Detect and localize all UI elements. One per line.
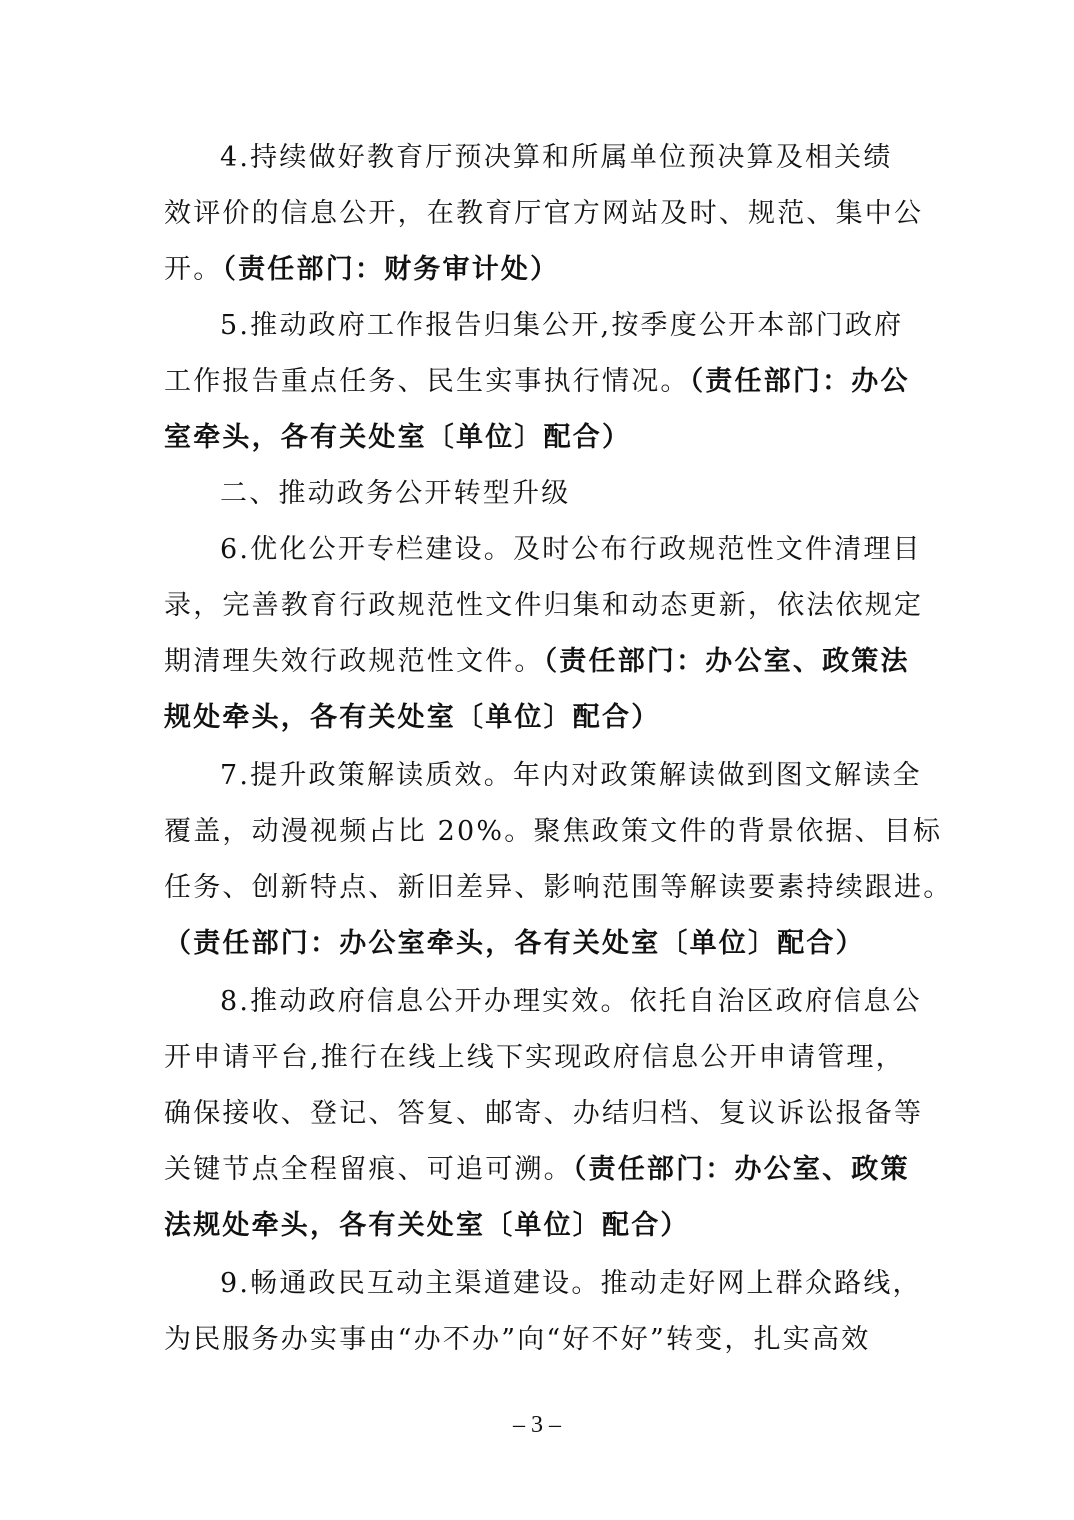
body-text: 7.提升政策解读质效。年内对政策解读做到图文解读全 xyxy=(220,760,922,791)
item-5-line-1 xyxy=(220,306,914,346)
item-9-line-1 xyxy=(220,1264,922,1304)
item-8-line-4 xyxy=(164,1150,914,1190)
item-7-line-4 xyxy=(164,924,914,964)
item-4-line-1 xyxy=(220,138,914,178)
item-6-line-1 xyxy=(220,530,922,570)
item-9-line-2 xyxy=(164,1320,914,1360)
body-text: 工作报告重点任务、民生实事执行情况。 xyxy=(164,366,690,397)
section-heading-2 xyxy=(220,474,914,514)
body-text: 确保接收、登记、答复、邮寄、办结归档、复议诉讼报备等 xyxy=(164,1098,924,1129)
item-8-line-2 xyxy=(164,1038,914,1078)
item-7-line-2 xyxy=(164,812,943,852)
item-8-line-1 xyxy=(220,982,922,1022)
body-text: 效评价的信息公开，在教育厅官方网站及时、规范、集中公 xyxy=(164,198,924,229)
body-text: 6.优化公开专栏建设。及时公布行政规范性文件清理目 xyxy=(220,534,922,565)
item-6-line-2 xyxy=(164,586,924,626)
body-text: 开申请平台,推行在线上线下实现政府信息公开申请管理， xyxy=(164,1042,905,1073)
responsible-department: 法规处牵头，各有关处室〔单位〕配合） xyxy=(164,1210,690,1241)
body-text: 9.畅通政民互动主渠道建设。推动走好网上群众路线， xyxy=(220,1268,922,1299)
responsible-department: 室牵头，各有关处室〔单位〕配合） xyxy=(164,422,632,453)
item-5-line-3 xyxy=(164,418,914,458)
body-text: 任务、创新特点、新旧差异、影响范围等解读要素持续跟进。 xyxy=(164,872,953,903)
responsible-department: 规处牵头，各有关处室〔单位〕配合） xyxy=(164,702,661,733)
item-7-line-3 xyxy=(164,868,953,908)
responsible-department: （责任部门：办公室牵头，各有关处室〔单位〕配合） xyxy=(164,928,865,959)
body-text: 4.持续做好教育厅预决算和所属单位预决算及相关绩 xyxy=(220,142,893,173)
item-4-line-2 xyxy=(164,194,924,234)
body-text: 期清理失效行政规范性文件。 xyxy=(164,646,544,677)
item-7-line-1 xyxy=(220,756,922,796)
body-text: 录，完善教育行政规范性文件归集和动态更新，依法依规定 xyxy=(164,590,924,621)
body-text: 8.推动政府信息公开办理实效。依托自治区政府信息公 xyxy=(220,986,922,1017)
item-6-line-4 xyxy=(164,698,914,738)
body-text: 关键节点全程留痕、可追可溯。 xyxy=(164,1154,573,1185)
responsible-department: （责任部门：办公室、政策 xyxy=(572,1154,910,1185)
body-text: 为民服务办实事由“办不办”向“好不好”转变，扎实高效 xyxy=(164,1324,871,1355)
item-5-line-2 xyxy=(164,362,914,402)
item-4-line-3 xyxy=(164,250,914,290)
section-title: 二、推动政务公开转型升级 xyxy=(220,478,571,509)
body-text: 5.推动政府工作报告归集公开,按季度公开本部门政府 xyxy=(220,310,904,341)
body-text: 开。 xyxy=(164,254,223,285)
body-text: 覆盖，动漫视频占比 20%。聚焦政策文件的背景依据、目标 xyxy=(164,816,943,847)
item-8-line-5 xyxy=(164,1206,914,1246)
item-6-line-3 xyxy=(164,642,914,682)
page-number: – 3 – xyxy=(513,1412,561,1438)
item-8-line-3 xyxy=(164,1094,924,1134)
responsible-department: （责任部门：办公 xyxy=(689,366,910,397)
responsible-department: （责任部门：办公室、政策法 xyxy=(543,646,910,677)
responsible-department: （责任部门：财务审计处） xyxy=(222,254,560,285)
